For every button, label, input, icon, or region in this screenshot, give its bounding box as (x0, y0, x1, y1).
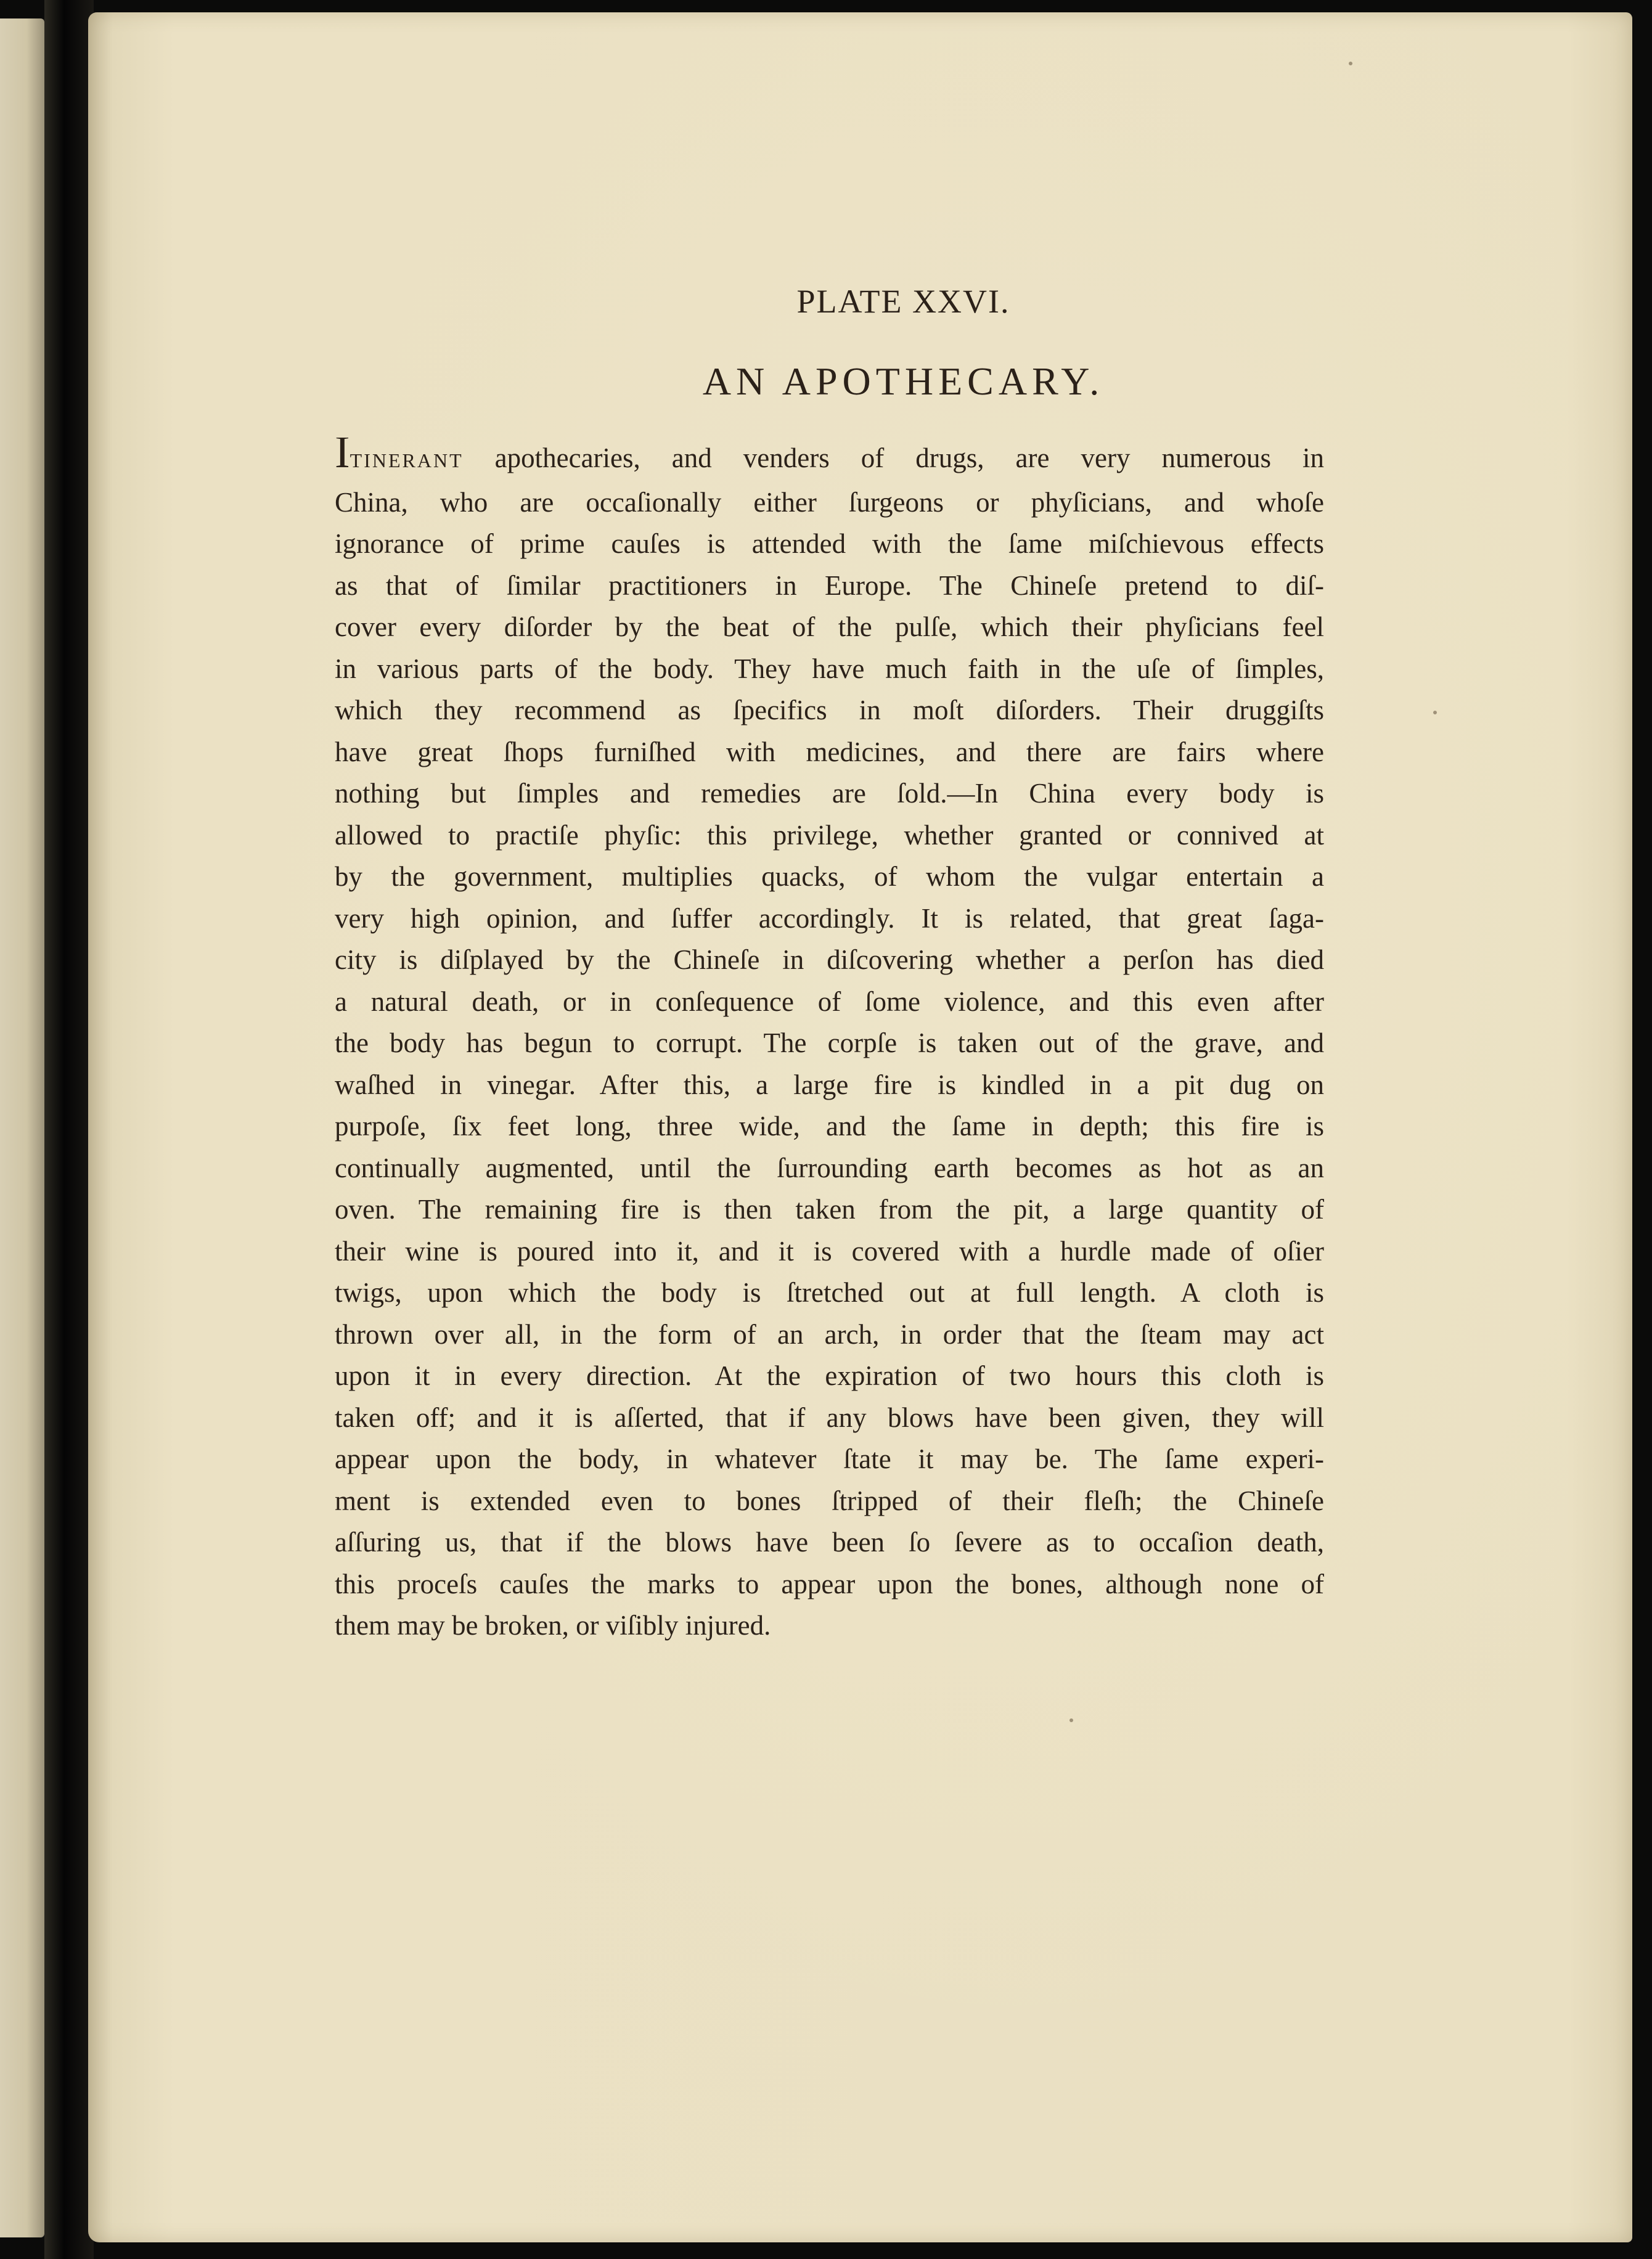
paper-speck (1433, 711, 1437, 714)
text-line: which they recommend as ſpecifics in moſt diſorders. Their druggiſts (335, 695, 1324, 725)
paper-speck (1069, 1718, 1073, 1722)
book-page (88, 12, 1632, 2242)
first-line-text: apothecaries, and venders of drugs, are very numerous in (463, 443, 1324, 473)
text-line: twigs, upon which the body is ſtretched out at full length. A cloth is (335, 1277, 1324, 1308)
text-line: as that of ſimilar practitioners in Europe. The Chineſe pretend to diſ- (335, 570, 1324, 601)
text-line: appear upon the body, in whatever ſtate it may be. The ſame experi- (335, 1444, 1324, 1474)
text-line: city is diſplayed by the Chineſe in diſcovering whether a perſon has died (335, 944, 1324, 975)
text-line: taken off; and it is aſſerted, that if any blows have been given, they will (335, 1402, 1324, 1433)
page-title: AN APOTHECARY. (702, 359, 1105, 403)
text-line: waſhed in vinegar. After this, a large fire is kindled in a pit dug on (335, 1069, 1324, 1100)
text-line: in various parts of the body. They have much faith in the uſe of ſimples, (335, 653, 1324, 684)
text-line: aſſuring us, that if the blows have been ſo ſevere as to occaſion death, (335, 1527, 1324, 1558)
text-line: thrown over all, in the form of an arch, in order that the ſteam may act (335, 1318, 1324, 1350)
text-line: this proceſs cauſes the marks to appear upon the bones, although none of (335, 1568, 1324, 1599)
facing-page-edge (0, 18, 44, 2237)
text-line: China, who are occaſionally either ſurgeons or phyſicians, and whoſe (335, 486, 1324, 518)
text-line: them may be broken, or viſibly injured. (335, 1610, 771, 1641)
text-line: by the government, multiplies quacks, of whom the vulgar entertain a (335, 861, 1324, 892)
text-line-first (335, 438, 1324, 482)
paper-speck (1349, 62, 1352, 65)
drop-cap: I (335, 438, 350, 478)
text-line: purpoſe, ſix feet long, three wide, and the ſame in depth; this fire is (335, 1111, 1324, 1142)
text-line: ignorance of prime cauſes is attended with the ſame miſchievous effects (335, 528, 1324, 559)
text-line: the body has begun to corrupt. The corpſe is taken out of the grave, and (335, 1027, 1324, 1058)
text-line: continually augmented, until the ſurrounding earth becomes as hot as an (335, 1152, 1324, 1183)
text-line: very high opinion, and ſuffer accordingly. It is related, that great ſaga- (335, 902, 1324, 934)
text-line: a natural death, or in conſequence of ſome violence, and this even after (335, 986, 1324, 1017)
text-line: have great ſhops furniſhed with medicines, and there are fairs where (335, 736, 1324, 767)
text-line: ment is extended even to bones ſtripped of their fleſh; the Chineſe (335, 1485, 1324, 1516)
text-line: upon it in every direction. At the expiration of two hours this cloth is (335, 1360, 1324, 1391)
book-gutter (44, 0, 94, 2259)
text-line: allowed to practiſe phyſic: this privilege, whether granted or connived at (335, 819, 1324, 851)
text-line: oven. The remaining fire is then taken from the pit, a large quantity of (335, 1194, 1324, 1225)
body-text (335, 438, 1324, 1647)
plate-number: PLATE XXVI. (796, 283, 1010, 320)
text-line: cover every diſorder by the beat of the pulſe, which their phyſicians feel (335, 611, 1324, 642)
lead-word: TINERANT (350, 449, 464, 472)
text-line: nothing but ſimples and remedies are ſold.—In China every body is (335, 778, 1324, 809)
text-line: their wine is poured into it, and it is covered with a hurdle made of oſier (335, 1235, 1324, 1267)
